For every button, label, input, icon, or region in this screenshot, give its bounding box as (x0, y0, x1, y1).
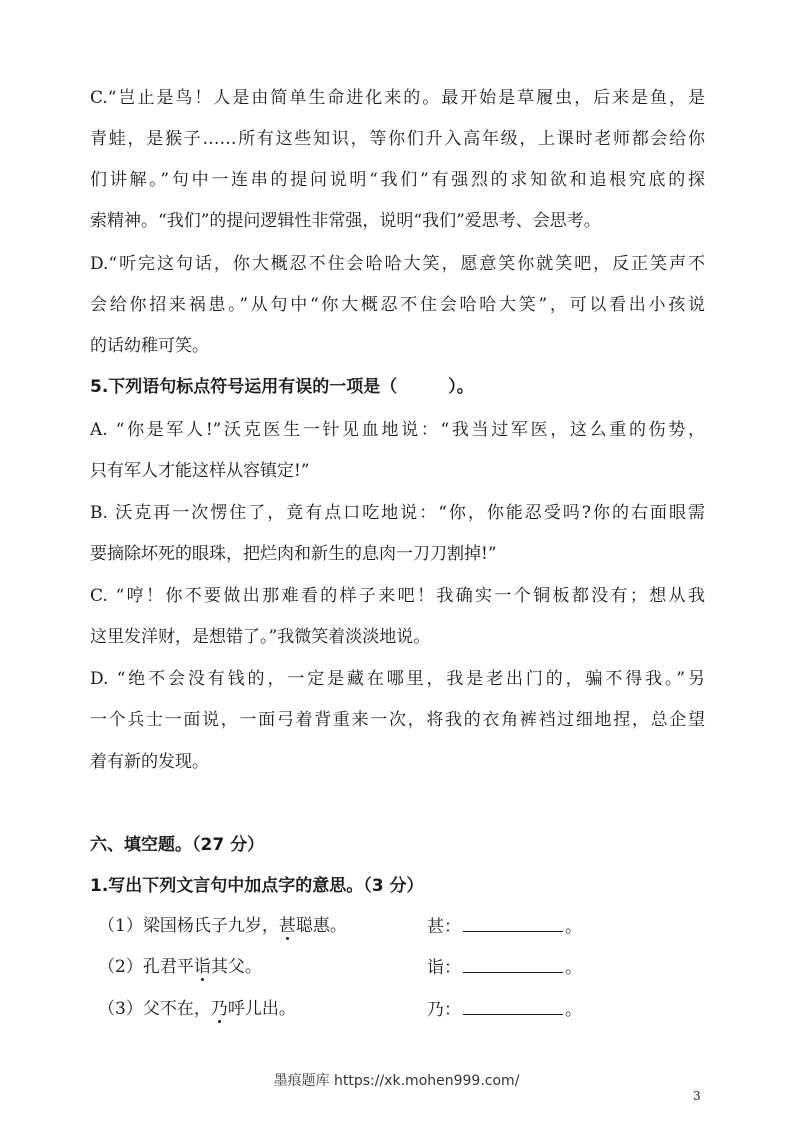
answer-blank[interactable] (463, 913, 563, 932)
q5-option-b-line: 要摘除坏死的眼珠，把烂肉和新生的息肉一刀刀割掉!” (90, 544, 497, 564)
q4-option-c-line: C.“岂止是鸟！人是由简单生命进化来的。最开始是草履虫，后来是鱼，是 (90, 88, 705, 108)
footer-watermark: 墨痕题库 https://xk.mohen999.com/ (273, 1073, 520, 1089)
q5-option-d-line: 着有新的发现。 (90, 752, 209, 772)
q4-option-d-line: D.“听完这句话，你大概忍不住会哈哈大笑，愿意笑你就笑吧，反正笑声不 (90, 254, 705, 274)
dotted-char: 甚 (278, 916, 296, 936)
page-number: 3 (693, 1089, 701, 1103)
fill-item-question: （1）梁国杨氏子九岁，甚聪惠。 (98, 916, 347, 936)
section-6-q1-title: 1.写出下列文言句中加点字的意思。（3 分） (90, 876, 424, 896)
q4-option-c-line: 青蛙，是猴子……所有这些知识，等你们升入高年级，上课时老师都会给你 (90, 129, 705, 149)
fill-item-1 (90, 913, 705, 939)
q5-option-c-line: 这里发洋财，是想错了。”我微笑着淡淡地说。 (90, 627, 431, 647)
q5-title: 5.下列语句标点符号运用有误的一项是（ ）。 (90, 377, 474, 397)
q5-option-a-line: 只有军人才能这样从容镇定!” (90, 461, 310, 481)
fill-item-3 (90, 996, 705, 1022)
q5-option-d-line: 一个兵士一面说，一面弓着背重来一次，将我的衣角裤裆过细地捏，总企望 (90, 710, 705, 730)
q5-option-b-line: B. 沃克再一次愣住了，竟有点口吃地说：“你，你能忍受吗?你的右面眼需 (90, 503, 705, 523)
q5-option-a-line: A. “你是军人!”沃克医生一针见血地说：“我当过军医，这么重的伤势， (90, 420, 705, 440)
fill-item-answer: 甚： 。 (427, 913, 582, 940)
answer-blank[interactable] (463, 954, 563, 973)
fill-item-2 (90, 954, 705, 980)
q4-option-c-line: 索精神。“我们”的提问逻辑性非常强，说明“我们”爱思考、会思考。 (90, 211, 601, 231)
q4-option-d-line: 的话幼稚可笑。 (90, 336, 209, 356)
section-6-title: 六、填空题。（27 分） (90, 835, 265, 855)
q4-option-d-line: 会给你招来祸患。”从句中“你大概忍不住会哈哈大笑”，可以看出小孩说 (90, 295, 705, 315)
fill-item-answer: 乃： 。 (427, 996, 582, 1023)
fill-item-question: （2）孔君平诣其父。 (98, 957, 262, 977)
fill-item-answer: 诣： 。 (427, 954, 582, 981)
answer-blank[interactable] (463, 996, 563, 1015)
q5-option-d-line: D. “绝不会没有钱的，一定是藏在哪里，我是老出门的，骗不得我。”另 (90, 669, 705, 689)
dotted-char: 乃 (210, 999, 228, 1019)
fill-item-question: （3）父不在，乃呼儿出。 (98, 999, 296, 1019)
dotted-char: 诣 (193, 957, 211, 977)
q4-option-c-line: 们讲解。”句中一连串的提问说明“我们”有强烈的求知欲和追根究底的探 (90, 170, 705, 190)
q5-option-c-line: C. “哼！你不要做出那难看的样子来吧！我确实一个铜板都没有；想从我 (90, 586, 705, 606)
